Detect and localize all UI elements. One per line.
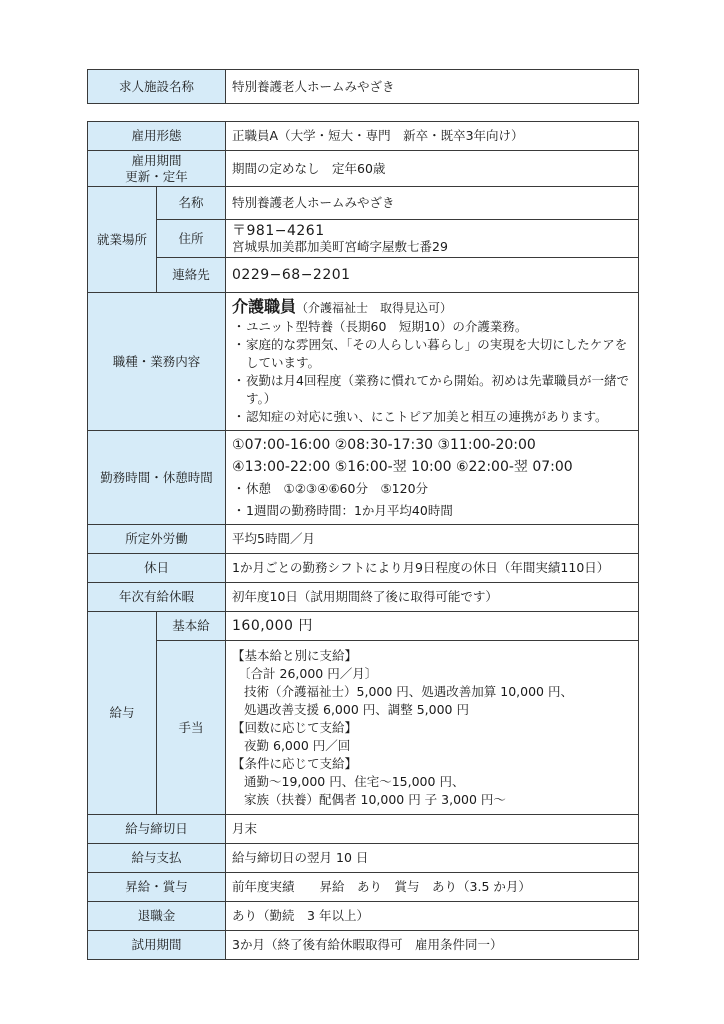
workplace-address-value (226, 220, 639, 258)
retirement-label: 退職金 (88, 902, 226, 931)
allowance-line: 【回数に応じて支給】 (232, 719, 358, 735)
employment-period-label-line1: 雇用期間 (131, 152, 182, 168)
shift-line-2: ④13:00-22:00 ⑤16:00-翌 10:00 ⑥22:00-翌 07:00 (232, 458, 573, 475)
employment-period-label-line2: 更新・定年 (125, 168, 188, 184)
break-bullet: ・ 休憩 ①②③④⑥60分 ⑤120分 (232, 480, 429, 496)
employment-type-label: 雇用形態 (88, 122, 226, 151)
annual-leave-value: 初年度10日（試用期間終了後に取得可能です） (226, 583, 639, 612)
workplace-contact-label: 連絡先 (157, 258, 226, 293)
workplace-address-row (88, 220, 639, 258)
holidays-row (88, 554, 639, 583)
salary-label: 給与 (88, 612, 157, 815)
employment-type-value: 正職員A（大学・短大・専門 新卒・既卒3年向け） (226, 122, 639, 151)
facility-table (87, 69, 639, 104)
overtime-row (88, 525, 639, 554)
job-bullet: ・ ユニット型特養（長期60 短期10）の介護業務。 (232, 319, 528, 334)
allowance-line: 【基本給と別に支給】 (232, 647, 358, 663)
job-description (226, 293, 639, 431)
allowance-line: 夜勤 6,000 円／回 (244, 737, 351, 753)
retirement-row (88, 902, 639, 931)
allowance-line: 家族（扶養）配偶者 10,000 円 子 3,000 円～ (244, 791, 506, 807)
raise-bonus-value: 前年度実績 昇給 あり 賞与 あり（3.5 か月） (226, 873, 639, 902)
hours-label: 勤務時間・休憩時間 (88, 431, 226, 525)
allowance-line: 処遇改善支援 6,000 円、調整 5,000 円 (244, 701, 469, 717)
allowance-line: 〔合計 26,000 円／月〕 (238, 665, 378, 681)
employment-period-row (88, 151, 639, 187)
pay-date-row (88, 844, 639, 873)
allowance-label: 手当 (157, 641, 226, 815)
retirement-value: あり（勤続 3 年以上） (226, 902, 639, 931)
probation-row (88, 931, 639, 960)
job-title: 介護職員 (232, 297, 297, 316)
facility-name-label: 求人施設名称 (88, 70, 226, 104)
employment-period-value: 期間の定めなし 定年60歳 (226, 151, 639, 187)
facility-name-value: 特別養護老人ホームみやざき (226, 70, 639, 104)
probation-label: 試用期間 (88, 931, 226, 960)
workplace-label: 就業場所 (88, 187, 157, 293)
job-bullet: ・ 認知症の対応に強い、にこトピア加美と相互の連携があります。 (232, 409, 608, 424)
closing-date-row (88, 815, 639, 844)
pay-date-label: 給与支払 (88, 844, 226, 873)
probation-value: 3か月（終了後有給休暇取得可 雇用条件同一） (226, 931, 639, 960)
weekly-hours-bullet: ・ 1週間の勤務時間：1か月平均40時間 (232, 502, 453, 518)
holidays-label: 休日 (88, 554, 226, 583)
raise-bonus-row (88, 873, 639, 902)
overtime-value: 平均5時間／月 (226, 525, 639, 554)
pay-date-value: 給与締切日の翌月 10 日 (226, 844, 639, 873)
workplace-contact-value: 0229−68−2201 (226, 258, 639, 293)
allowance-line: 技術（介護福祉士）5,000 円、処遇改善加算 10,000 円、 (244, 683, 573, 699)
postal-code: 〒981−4261 (232, 222, 325, 239)
hours-row (88, 431, 639, 525)
workplace-name-label: 名称 (157, 187, 226, 220)
job-conditions-table (87, 121, 639, 960)
annual-leave-row (88, 583, 639, 612)
raise-bonus-label: 昇給・賞与 (88, 873, 226, 902)
workplace-address-label: 住所 (157, 220, 226, 258)
allowance-row (88, 641, 639, 815)
annual-leave-label: 年次有給休暇 (88, 583, 226, 612)
closing-date-value: 月末 (226, 815, 639, 844)
base-salary-value: 160,000 円 (226, 612, 639, 641)
allowance-value (226, 641, 639, 815)
job-bullet: ・ 家庭的な雰囲気、「その人らしい暮らし」の実現を大切にしたケアをしています。 (232, 337, 628, 370)
closing-date-label: 給与締切日 (88, 815, 226, 844)
hours-value (226, 431, 639, 525)
workplace-name-row (88, 187, 639, 220)
workplace-contact-row (88, 258, 639, 293)
base-salary-label: 基本給 (157, 612, 226, 641)
job-title-note: （介護福祉士 取得見込可） (296, 301, 453, 315)
allowance-line: 【条件に応じて支給】 (232, 755, 358, 771)
base-salary-row (88, 612, 639, 641)
job-label: 職種・業務内容 (88, 293, 226, 431)
allowance-line: 通勤～19,000 円、住宅～15,000 円、 (244, 773, 465, 789)
employment-period-label (88, 151, 226, 187)
job-row (88, 293, 639, 431)
employment-type-row (88, 122, 639, 151)
overtime-label: 所定外労働 (88, 525, 226, 554)
address-text: 宮城県加美郡加美町宮崎字屋敷七番29 (232, 238, 448, 254)
shift-line-1: ①07:00-16:00 ②08:30-17:30 ③11:00-20:00 (232, 436, 536, 453)
job-bullet: ・ 夜勤は月4回程度（業務に慣れてから開始。初めは先輩職員が一緒です。） (232, 373, 629, 406)
holidays-value: 1か月ごとの勤務シフトにより月9日程度の休日（年間実績110日） (226, 554, 639, 583)
workplace-name-value: 特別養護老人ホームみやざき (226, 187, 639, 220)
